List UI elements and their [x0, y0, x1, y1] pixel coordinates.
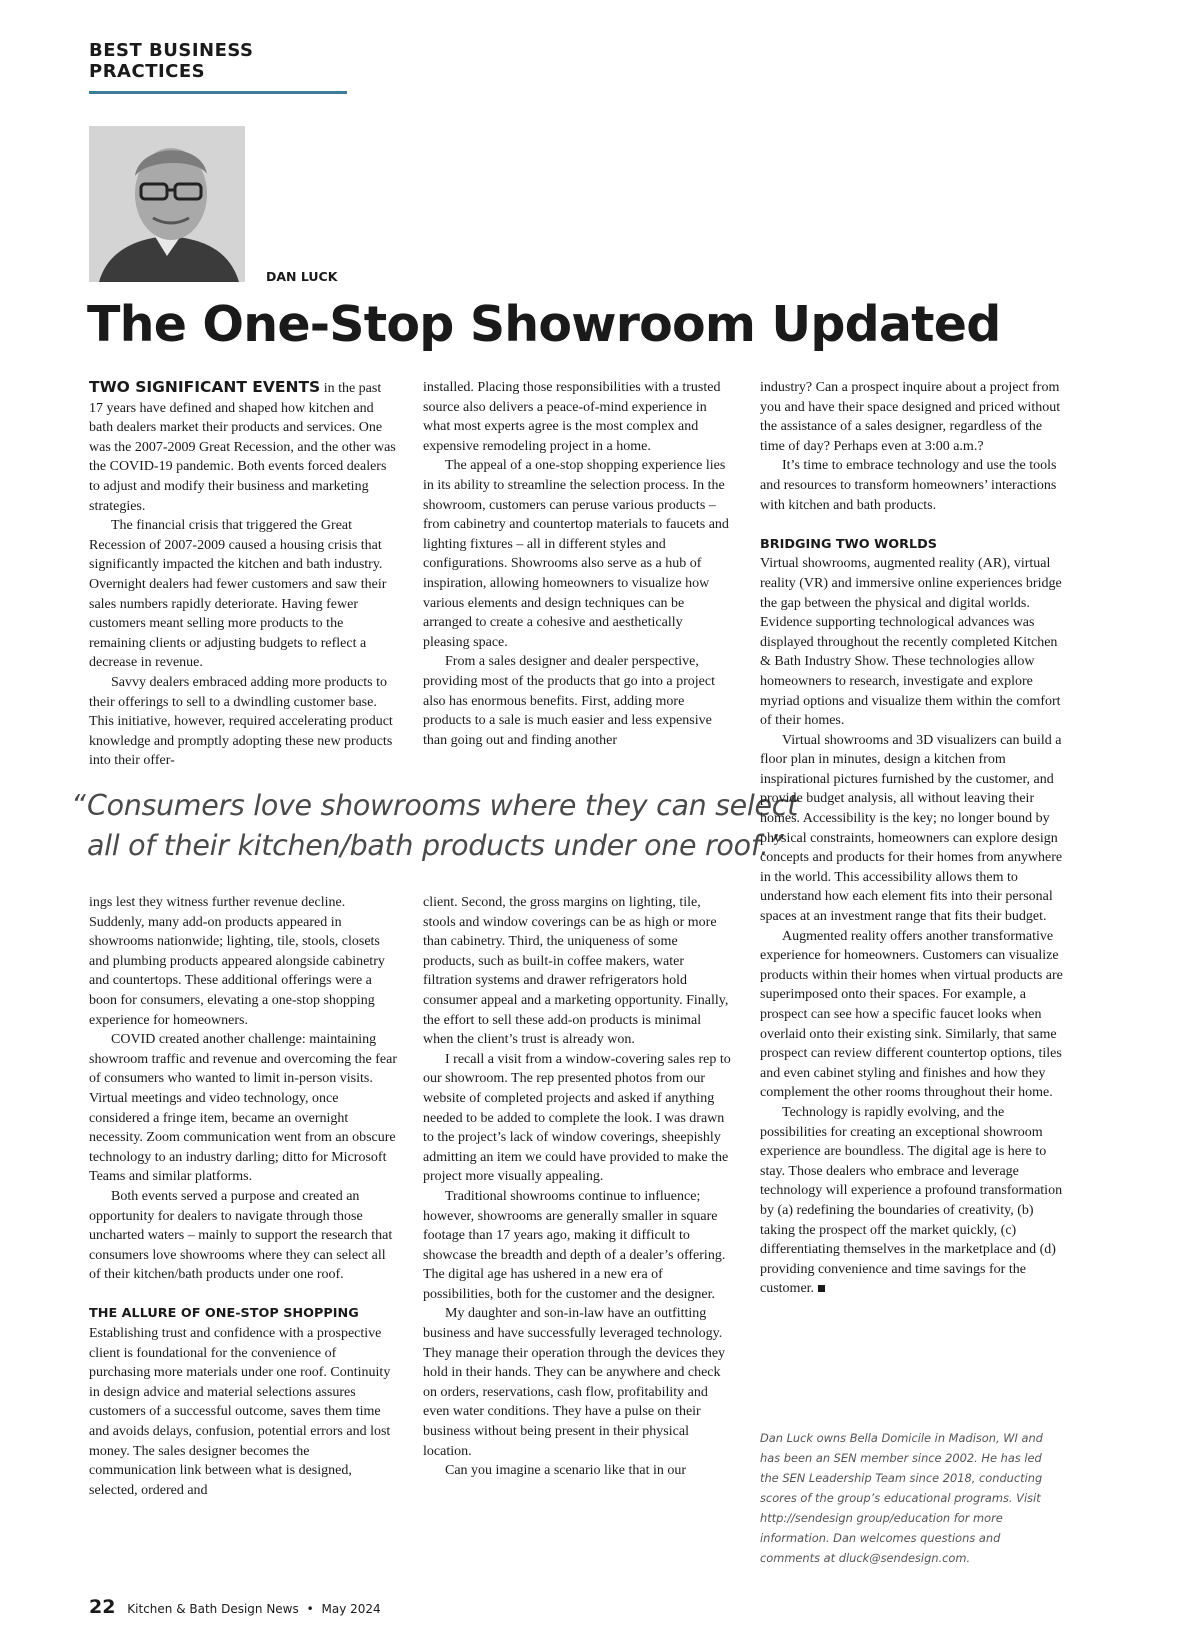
paragraph: Traditional showrooms continue to influence; however, showrooms are generally smaller in square footage than 17 years ago, making it difficult to showcase the breadth and depth of a dealer’s offering. The digital age has ushered in a new era of possibilities, both for the customer and the designer.: [423, 1188, 726, 1302]
paragraph: The appeal of a one-stop shopping experience lies in its ability to streamline the selection process. In the showroom, customers can peruse various products – from cabinetry and countertop materials to faucets and lighting fixtures – all in different styles and configurations. Showrooms also serve as a hub of inspiration, allowing homeowners to visualize how various elements and design techniques can be arranged to create a cohesive and aesthetically pleasing space.: [423, 458, 729, 650]
column-1-bottom: [89, 893, 397, 1500]
pull-quote-line: Consumers love showrooms where they can select: [87, 789, 799, 822]
paragraph: TWO SIGNIFICANT EVENTS in the past 17 years have defined and shaped how kitchen and bath dealers market their products and services. One was the 2007-2009 Great Recession, and the other was the COVID-19 pandemic. Both events forced dealers to adjust and modify their business and marketing strategies.: [89, 378, 396, 514]
column-1-top: [89, 378, 397, 771]
paragraph: Establishing trust and confidence with a prospective client is foundational for the convenience of purchasing more materials under one roof. Continuity in design advice and material selections assures customers of a successful outcome, saves them time and avoids delays, confusion, potential errors and lost money. The sales designer becomes the communication link between what is designed, selected, ordered and: [89, 1326, 391, 1498]
paragraph: client. Second, the gross margins on lighting, tile, stools and window coverings can be as high or more than cabinetry. Third, the uniqueness of some products, such as built-in coffee makers, water filtration systems and drawer refrigerators hold consumer appeal and a marketing opportunity. Finally, the effort to sell these add-on products is minimal when the client’s trust is already won.: [423, 895, 729, 1048]
paragraph: Virtual showrooms, augmented reality (AR), virtual reality (VR) and immersive online experiences bridge the gap between the physical and digital worlds. Evidence supporting technological advances was displayed throughout the recently completed Kitchen & Bath Industry Show. These technologies allow homeowners to research, investigate and explore myriad options and visualize them within the comfort of their homes.: [760, 556, 1062, 729]
paragraph: Savvy dealers embraced adding more products to their offerings to sell to a dwindling customer base. This initiative, however, required accelerating product knowledge and promptly adopting these new products into their offer-: [89, 674, 393, 769]
quote-mark: “: [71, 789, 86, 822]
paragraph: It’s time to embrace technology and use the tools and resources to transform homeowners’ interactions with kitchen and bath products.: [760, 458, 1057, 513]
paragraph: My daughter and son-in-law have an outfitting business and have successfully leveraged technology. They manage their operation through the devices they hold in their hands. They can be anywhere and check on orders, reservations, cash flow, profitability and even water conditions. They have a pulse on their business without being present in their physical location.: [423, 1306, 726, 1459]
page-footer: [89, 1596, 381, 1618]
paragraph: industry? Can a prospect inquire about a project from you and have their space designed and priced without the assistance of a sales designer, regardless of the time of day? Perhaps even at 3:00 a.m.?: [760, 380, 1061, 454]
column-3: [760, 378, 1068, 1299]
end-mark-icon: [818, 1285, 825, 1292]
author-photo: [89, 126, 245, 282]
paragraph: Both events served a purpose and created an opportunity for dealers to navigate through those uncharted waters – mainly to support the research that consumers love showrooms where they can select all of their kitchen/bath products under one roof.: [89, 1188, 393, 1283]
page-number: 22: [89, 1596, 116, 1618]
column-2-bottom: [423, 893, 731, 1481]
section-label: BEST BUSINESS PRACTICES: [89, 40, 347, 94]
subhead-allure: THE ALLURE OF ONE-STOP SHOPPING: [89, 1306, 359, 1322]
paragraph: From a sales designer and dealer perspective, providing most of the products that go into a project also has enormous benefits. First, adding more products to a sale is much easier and less expensive than going out and finding another: [423, 654, 716, 748]
author-name: DAN LUCK: [266, 269, 338, 284]
lead-in: TWO SIGNIFICANT EVENTS: [89, 378, 321, 396]
publication-name: Kitchen & Bath Design News: [127, 1602, 299, 1616]
pull-quote: [71, 786, 799, 866]
paragraph: installed. Placing those responsibilities with a trusted source also delivers a peace-of-mind experience in what most experts agree is the most complex and expensive remodeling project in a home.: [423, 380, 721, 454]
article-title: The One-Stop Showroom Updated: [87, 296, 1001, 353]
author-bio: Dan Luck owns Bella Domicile in Madison, WI and has been an SEN member since 2002. He has led the SEN Leadership Team since 2018, conducting scores of the group’s educational programs. Visit http://sendesign group/education for more information. Dan welcomes questions and comments at dluck@sendesign.com.: [760, 1431, 1043, 1565]
paragraph: COVID created another challenge: maintaining showroom traffic and revenue and overcoming the fear of consumers who wanted to limit in-person visits. Virtual meetings and video technology, once considered a fringe item, became an overnight necessity. Zoom communication went from an obscure technology to an industry darling; ditto for Microsoft Teams and similar platforms.: [89, 1032, 398, 1185]
subhead-bridging: BRIDGING TWO WORLDS: [760, 536, 937, 552]
paragraph: The financial crisis that triggered the Great Recession of 2007-2009 caused a housing crisis that significantly impacted the kitchen and bath industry. Overnight dealers had fewer customers and saw their sales numbers rapidly deteriorate. Having fewer customers meant selling more products to the remaining clients or adjusting budgets to reflect a decrease in revenue.: [89, 518, 387, 671]
paragraph: Augmented reality offers another transformative experience for homeowners. Customers can visualize products within their homes when virtual products are superimposed onto their spaces. For example, a prospect can see how a specific faucet looks when overlaid onto their existing sink. Similarly, that same prospect can review different countertop options, tiles and even cabinet styling and finishes and how they complement the other rooms throughout their home.: [760, 928, 1063, 1101]
column-2-top: [423, 378, 731, 750]
paragraph: I recall a visit from a window-covering sales rep to our showroom. The rep presented photos from our website of completed projects and asked if anything needed to be added to complete the look. I was drawn to the project’s lack of window coverings, sheepishly admitting an item we could have provided to make the project more visually appealing.: [423, 1051, 731, 1185]
paragraph: Virtual showrooms and 3D visualizers can build a floor plan in minutes, design a kitchen from inspirational pictures furnished by the customer, and provide budget analysis, all without leaving their homes. Accessibility is the key; no longer bound by physical constraints, homeowners can explore design concepts and products for their homes from anywhere in the world. This accessibility allows them to understand how each element fits into their personal spaces at an investment range that fits their budget.: [760, 732, 1063, 925]
footer-separator: •: [306, 1602, 314, 1616]
headshot-icon: [89, 126, 245, 282]
issue-date: May 2024: [321, 1602, 381, 1616]
pull-quote-line: all of their kitchen/bath products under one roof.”: [87, 829, 784, 862]
paragraph: Can you imagine a scenario like that in our: [445, 1463, 687, 1479]
paragraph: Technology is rapidly evolving, and the possibilities for creating an exceptional showroom experience are boundless. The digital age is here to stay. Those dealers who embrace and leverage technology will experience a profound transformation by (a) redefining the boundaries of creativity, (b) taking the prospect off the market quickly, (c) differentiating themselves in the marketplace and (d) providing convenience and time savings for the customer.: [760, 1104, 1063, 1297]
paragraph: ings lest they witness further revenue decline. Suddenly, many add-on products appeared in showrooms nationwide; lighting, tile, stools, closets and plumbing products appeared alongside cabinetry and countertops. These additional offerings were a boon for consumers, elevating a one-stop shopping experience for homeowners.: [89, 895, 385, 1028]
